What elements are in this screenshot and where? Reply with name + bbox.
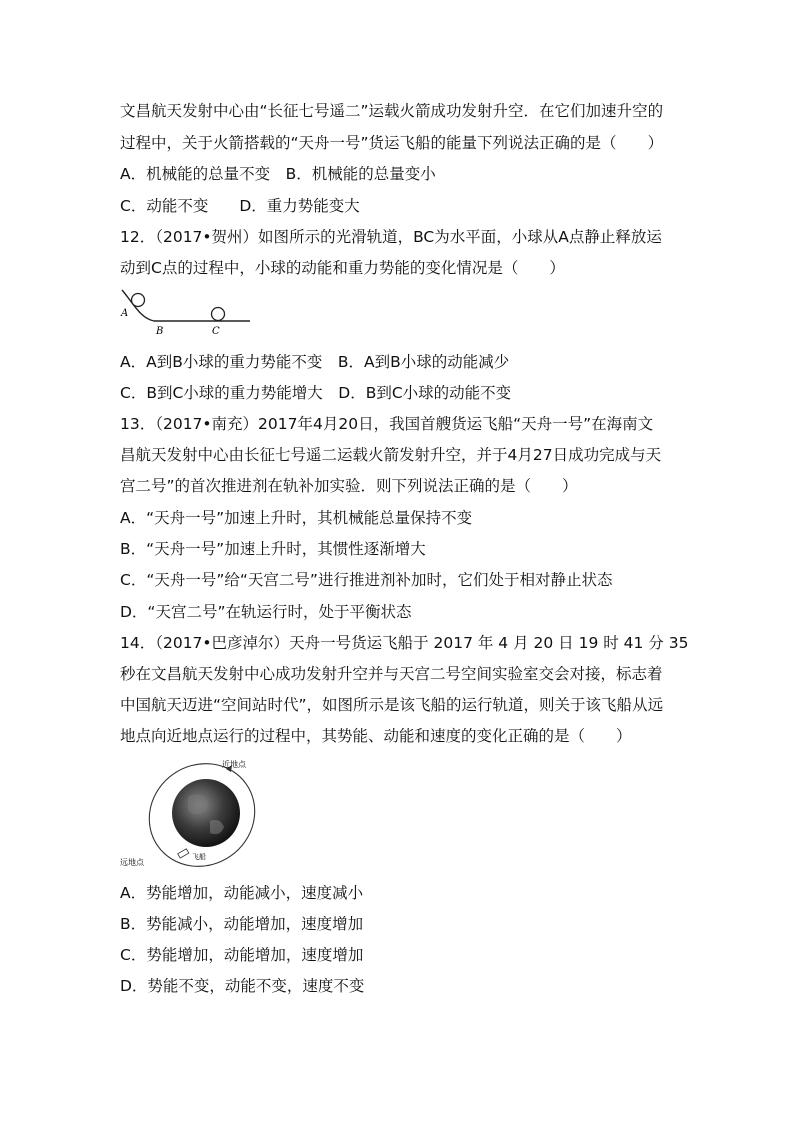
smooth-track-figure (118, 286, 253, 338)
q14-option-b: B．势能减小，动能增加，速度增加 (120, 915, 364, 933)
q12-line-1: 12．（2017•贺州）如图所示的光滑轨道，BC为水平面，小球从A点静止释放运 (120, 228, 662, 246)
q13-option-b: B．“天舟一号”加速上升时，其惯性逐渐增大 (120, 540, 426, 558)
q14-option-c: C．势能增加，动能增加，速度增加 (120, 946, 364, 964)
label-perigee: 近地点 (222, 760, 246, 769)
q14-line-3: 中国航天迈进“空间站时代”，如图所示是该飞船的运行轨道，则关于该飞船从远 (120, 696, 664, 714)
label-ship: 飞船 (192, 853, 206, 861)
ball-at-c (212, 308, 225, 321)
spaceship-icon (178, 849, 189, 858)
q14-option-a: A．势能增加，动能减小，速度减小 (120, 884, 364, 902)
q14-line-2: 秒在文昌航天发射中心成功发射升空并与天宫二号空间实验室交会对接，标志着 (120, 665, 663, 683)
label-a: A (121, 308, 129, 319)
q13-line-3: 宫二号”的首次推进剂在轨补加实验．则下列说法正确的是（ ） (120, 477, 578, 495)
q14-option-d: D．势能不变，动能不变，速度不变 (120, 977, 365, 995)
q11-option-ab: A．机械能的总量不变 B．机械能的总量变小 (120, 165, 436, 183)
q14-line-1: 14．（2017•巴彦淖尔）天舟一号货运飞船于 2017 年 4 月 20 日 19 时 41 分 35 (120, 634, 689, 652)
q13-option-c: C．“天舟一号”给“天宫二号”进行推进剂补加时，它们处于相对静止状态 (120, 571, 613, 589)
q12-option-cd: C．B到C小球的重力势能增大 D．B到C小球的动能不变 (120, 384, 512, 402)
q13-line-1: 13．（2017•南充）2017年4月20日，我国首艘货运飞船“天舟一号”在海南文 (120, 415, 654, 433)
q13-option-a: A．“天舟一号”加速上升时，其机械能总量保持不变 (120, 509, 473, 527)
ball-at-a (132, 294, 145, 307)
q11-line-1: 文昌航天发射中心由“长征七号遥二”运载火箭成功发射升空．在它们加速升空的 (120, 102, 664, 120)
q11-option-cd: C．动能不变 D．重力势能变大 (120, 197, 360, 215)
q12-option-ab: A．A到B小球的重力势能不变 B．A到B小球的动能减少 (120, 353, 510, 371)
q11-line-2: 过程中，关于火箭搭载的“天舟一号”货运飞船的能量下列说法正确的是（ ） (120, 134, 664, 152)
orbit-figure (118, 757, 260, 869)
label-apogee: 远地点 (120, 858, 144, 867)
earth-icon (172, 779, 240, 847)
q13-line-2: 昌航天发射中心由长征七号遥二运载火箭发射升空，并于4月27日成功完成与天 (120, 446, 662, 464)
q13-option-d: D．“天宫二号”在轨运行时，处于平衡状态 (120, 603, 412, 621)
label-b: B (156, 326, 164, 337)
q14-line-4: 地点向近地点运行的过程中，其势能、动能和速度的变化正确的是（ ） (120, 727, 632, 745)
label-c: C (212, 326, 220, 337)
q12-line-2: 动到C点的过程中，小球的动能和重力势能的变化情况是（ ） (120, 259, 565, 277)
